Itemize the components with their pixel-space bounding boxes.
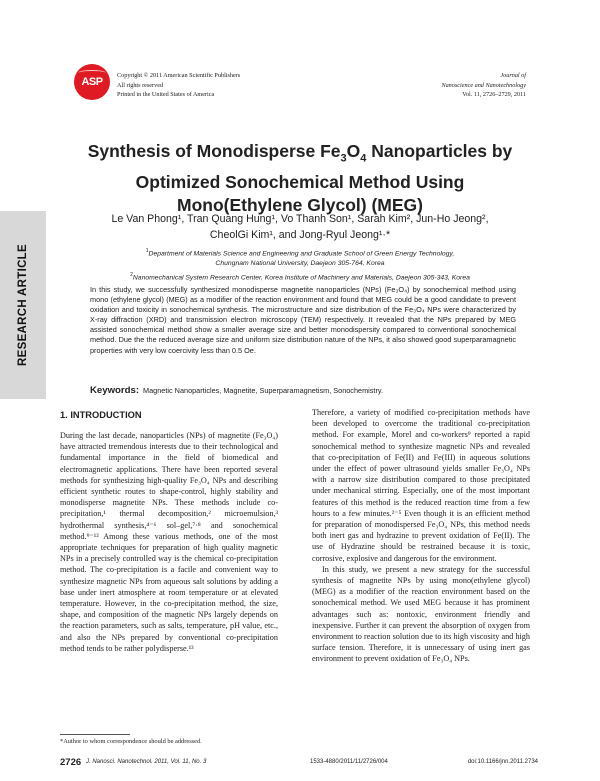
journal-volume: Vol. 11, 2726–2729, 2011 [462, 91, 526, 98]
copyright-line: Copyright © 2011 American Scientific Publishers [117, 72, 241, 79]
paragraph: In this study, we present a new strategy for the successful synthesis of magnetite NPs by using mono(ethylene glycol) (MEG) as a modifier of the reaction environment based on the sonochemical method. We used MEG because it has prominent advantages such as: nontoxic, environment friendly and inexpensive. Further it can prevent the absorption of oxygen from environment to reaction solution due to its high viscosity and high surface tension. Therefore, it is unnecessary of using inert gas environment to prevent oxidation of Fe₃O₄ NPs. [312, 564, 530, 664]
affiliation-2: $^2$Nanomechanical System Research Center, Korea Institute of Machinery and Materials, Daejeon 305-343, Korea [130, 271, 470, 281]
affiliation-1-cont: Chungnam National University, Daejeon 305-764, Korea [215, 260, 385, 268]
abstract: In this study, we successfully synthesized monodisperse magnetite nanoparticles (NPs) (Fe₃O₄) by sonochemical method using mono (ethylene glycol) (MEG) as a modifier of the reaction environment and found that MEG could be a good candidate to prevent oxidation and toxicity in sonochemical synthesis. The microstructure and size distribution of the Fe₃O₄ NPs were characterized by X-ray diffraction (XRD) and transmission electron microscopy (TEM) respectively. It revealed that the NPs prepared by MEG assisted sonochemical method show a smaller average size and better monodispersity compared to conventional sonochemical method. Due the the reduced average size and uniform size distribution nature of the NPs, it also showed good superparamagnetic properties with very low coercivity less than 0.5 Oe. [90, 285, 516, 355]
journal-info [441, 71, 526, 100]
paper-title [70, 140, 530, 217]
logo-text: ASP [81, 76, 103, 88]
paragraph: Therefore, a variety of modified co-precipitation methods have been developed to overcome the traditional co-precipitation method. For example, Morel and co-workers⁹ reported a rapid sonochemical method to synthesize magnetic NPs and revealed that co-precipitation of Fe(II) and Fe(III) in aqueous solutions under the effect of power ultrasound yields smaller Fe₃O₄ NPs with a narrow size distribution compared to those precipitated under mechanical stirring. Especially, one of the most important features of this method is the reduced reaction time from a few hours to a few minutes.²⁻⁵ Even though it is an efficient method for preparation of monodispersed Fe₃O₄ NPs, this method needs both inert gas and hydrazine to prevent oxidation of Fe(II). The use of Hydrazine should be restrained because it is toxic, corrosive, explosive and dangerous for the environment. [312, 408, 530, 563]
page-number: 2726 [60, 757, 82, 768]
journal-name-line: Nanoscience and Nanotechnology [441, 81, 526, 89]
paragraph: During the last decade, nanoparticles (NPs) of magnetite (Fe₃O₄) have attracted tremendous interests due to their technological and fundamental importance in the field of biomedical and electromagnetic applications. There have been reported several methods for synthesizing high-quality Fe₃O₄ NPs and describing efficient synthetic routes to shape-control, highly stability and monodisperse magnetite NPs. These methods include co-precipitation,¹ thermal decomposition,² microemulsion,³ hydrothermal synthesis,⁴⁻⁶ sol–gel,⁷·⁸ and sonochemical method.⁹⁻¹² Among these various methods, one of the most appropriate techniques for preparation of high quality magnetic NPs in a precisely controlled way is the chemical co-precipitation method. The co-precipitation is a facile and convenient way to synthesize magnetic NPs from aqueous salt solutions by adding a base under inert atmosphere at room temperature or at elevated temperature. However, in the co-precipitation method, the size, shape, and composition of the magnetic NPs largely depends on the reaction parameters, such as salts, temperature, pH value, etc., and also the NPs prepared by conventional co-precipitation method tends to be rather polydisperse.¹³ [60, 431, 278, 653]
title-line-2: Optimized Sonochemical Method Using [135, 171, 465, 192]
title-line-3: Mono(Ethylene Glycol) (MEG) [177, 194, 423, 215]
affiliation-1: $^1$Department of Materials Science and Engineering and Graduate School of Green Energy Technology, [145, 248, 455, 258]
issn: 1533-4880/2011/11/2726/004 [310, 759, 388, 765]
copyright-line: Printed in the United States of America [117, 91, 215, 98]
author-line: CheolGi Kim¹, and Jong-Ryul Jeong¹·* [209, 229, 391, 241]
journal-reference: J. Nanosci. Nanotechnol. 2011, Vol. 11, No. 3 [86, 759, 207, 765]
side-label: RESEARCH ARTICLE [17, 244, 29, 366]
author-line: Le Van Phong¹, Tran Quang Hung¹, Vo Thanh Son¹, Sarah Kim², Jun-Ho Jeong², [111, 213, 489, 225]
copyright-line: All rights reserved [117, 81, 164, 89]
doi: doi:10.1166/jnn.2011.2734 [467, 759, 538, 765]
journal-name-line: Journal of [500, 72, 526, 79]
author-list [70, 211, 530, 243]
keywords [90, 385, 383, 396]
keywords-label: Keywords: [90, 385, 140, 396]
body-column-right [312, 407, 530, 665]
affiliations [60, 246, 540, 283]
section-heading: 1. INTRODUCTION [60, 410, 142, 420]
footnote-rule [60, 734, 130, 735]
body-column-left [60, 409, 278, 654]
keywords-text: Magnetic Nanoparticles, Magnetite, Superparamagnetism, Sonochemistry. [143, 386, 384, 395]
asp-logo [74, 64, 110, 100]
footnote: *Author to whom correspondence should be addressed. [60, 738, 202, 745]
title-line-1: Synthesis of Monodisperse $Fe_3O_4$ Nanoparticles by [87, 141, 513, 165]
copyright-block [117, 71, 240, 100]
